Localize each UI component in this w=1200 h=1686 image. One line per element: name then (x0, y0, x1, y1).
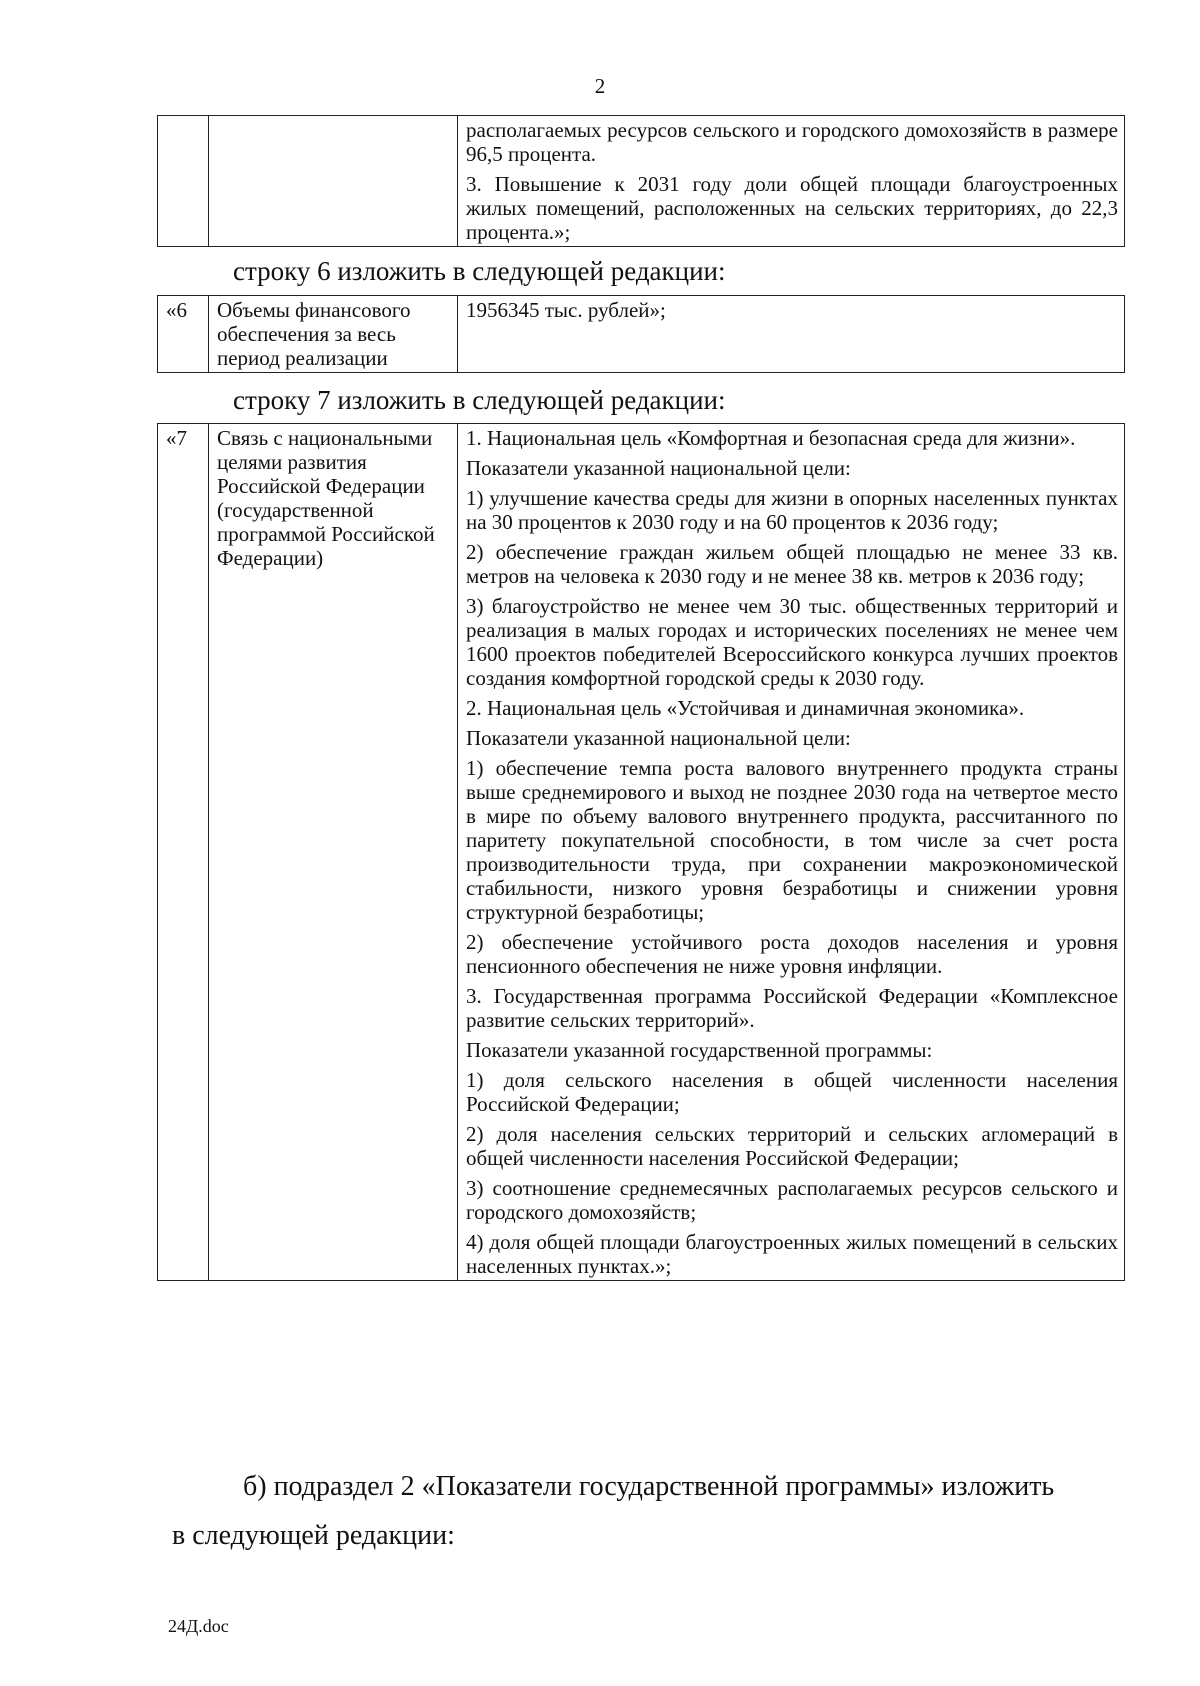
closing-paragraph-line1: б) подраздел 2 «Показатели государственной программы» изложить (243, 1471, 1055, 1502)
row7-heading: строку 7 изложить в следующей редакции: (233, 385, 726, 415)
table-row (158, 424, 1125, 1281)
content-paragraph: 3) соотношение среднемесячных располагаемых ресурсов сельского и городского домохозяйств; (466, 1176, 1118, 1224)
row6-heading: строку 6 изложить в следующей редакции: (233, 256, 726, 286)
row-number-cell: «7 (158, 424, 209, 1281)
row-content-cell (458, 424, 1125, 1281)
row-label-cell: Связь с национальными целями развития Российской Федерации (государственной программой Российской Федерации) (209, 424, 458, 1281)
page-number: 2 (594, 74, 606, 98)
closing-paragraph-line2: в следующей редакции: (172, 1520, 455, 1551)
content-paragraph: 2) доля населения сельских территорий и сельских агломераций в общей численности населения Российской Федерации; (466, 1122, 1118, 1170)
content-paragraph: 2) обеспечение устойчивого роста доходов населения и уровня пенсионного обеспечения не ниже уровня инфляции. (466, 930, 1118, 978)
content-paragraph: 1) доля сельского населения в общей численности населения Российской Федерации; (466, 1068, 1118, 1116)
content-paragraph: 2. Национальная цель «Устойчивая и динамичная экономика». (466, 696, 1025, 720)
content-paragraph: располагаемых ресурсов сельского и городского домохозяйств в размере 96,5 процента. (466, 118, 1118, 166)
content-paragraph: 1) улучшение качества среды для жизни в опорных населенных пунктах на 30 процентов к 2030 году и на 60 процентов к 2036 году; (466, 486, 1118, 534)
footer-filename: 24Д.doc (168, 1616, 229, 1636)
table-continuation (157, 115, 1125, 247)
content-paragraph: 3) благоустройство не менее чем 30 тыс. общественных территорий и реализация в малых городах и исторических поселениях не менее чем 1600 проектов победителей Всероссийского конкурса лучших проектов создания комфортной городской среды к 2030 году. (466, 594, 1118, 690)
content-paragraph: Показатели указанной национальной цели: (466, 726, 851, 750)
row-value-cell: 1956345 тыс. рублей»; (458, 296, 1125, 373)
content-paragraph: 3. Государственная программа Российской Федерации «Комплексное развитие сельских территорий». (466, 984, 1118, 1032)
table-row7 (157, 423, 1125, 1281)
row-number-cell (158, 116, 209, 247)
row-number-cell: «6 (158, 296, 209, 373)
content-paragraph: Показатели указанной государственной программы: (466, 1038, 933, 1062)
table-row (158, 116, 1125, 247)
row-label-cell (209, 116, 458, 247)
content-paragraph: 1. Национальная цель «Комфортная и безопасная среда для жизни». (466, 426, 1076, 450)
content-paragraph: 4) доля общей площади благоустроенных жилых помещений в сельских населенных пунктах.»; (466, 1230, 1118, 1278)
content-paragraph: Показатели указанной национальной цели: (466, 456, 851, 480)
row-content-cell (458, 116, 1125, 247)
table-row (158, 296, 1125, 373)
content-paragraph: 1) обеспечение темпа роста валового внутреннего продукта страны выше среднемирового и выход не позднее 2030 года на четвертое место в мире по объему валового внутреннего продукта, рассчитанного по паритету покупательной способности, в том числе за счет роста производительности труда, при сохранении макроэкономической стабильности, низкого уровня безработицы и снижении уровня структурной безработицы; (466, 756, 1118, 924)
content-paragraph: 3. Повышение к 2031 году доли общей площади благоустроенных жилых помещений, расположенных на сельских территориях, до 22,3 процента.»; (466, 172, 1118, 244)
table-row6 (157, 295, 1125, 373)
row-label-cell: Объемы финансового обеспечения за весь период реализации (209, 296, 458, 373)
content-paragraph: 2) обеспечение граждан жильем общей площадью не менее 33 кв. метров на человека к 2030 году и не менее 38 кв. метров к 2036 году; (466, 540, 1118, 588)
